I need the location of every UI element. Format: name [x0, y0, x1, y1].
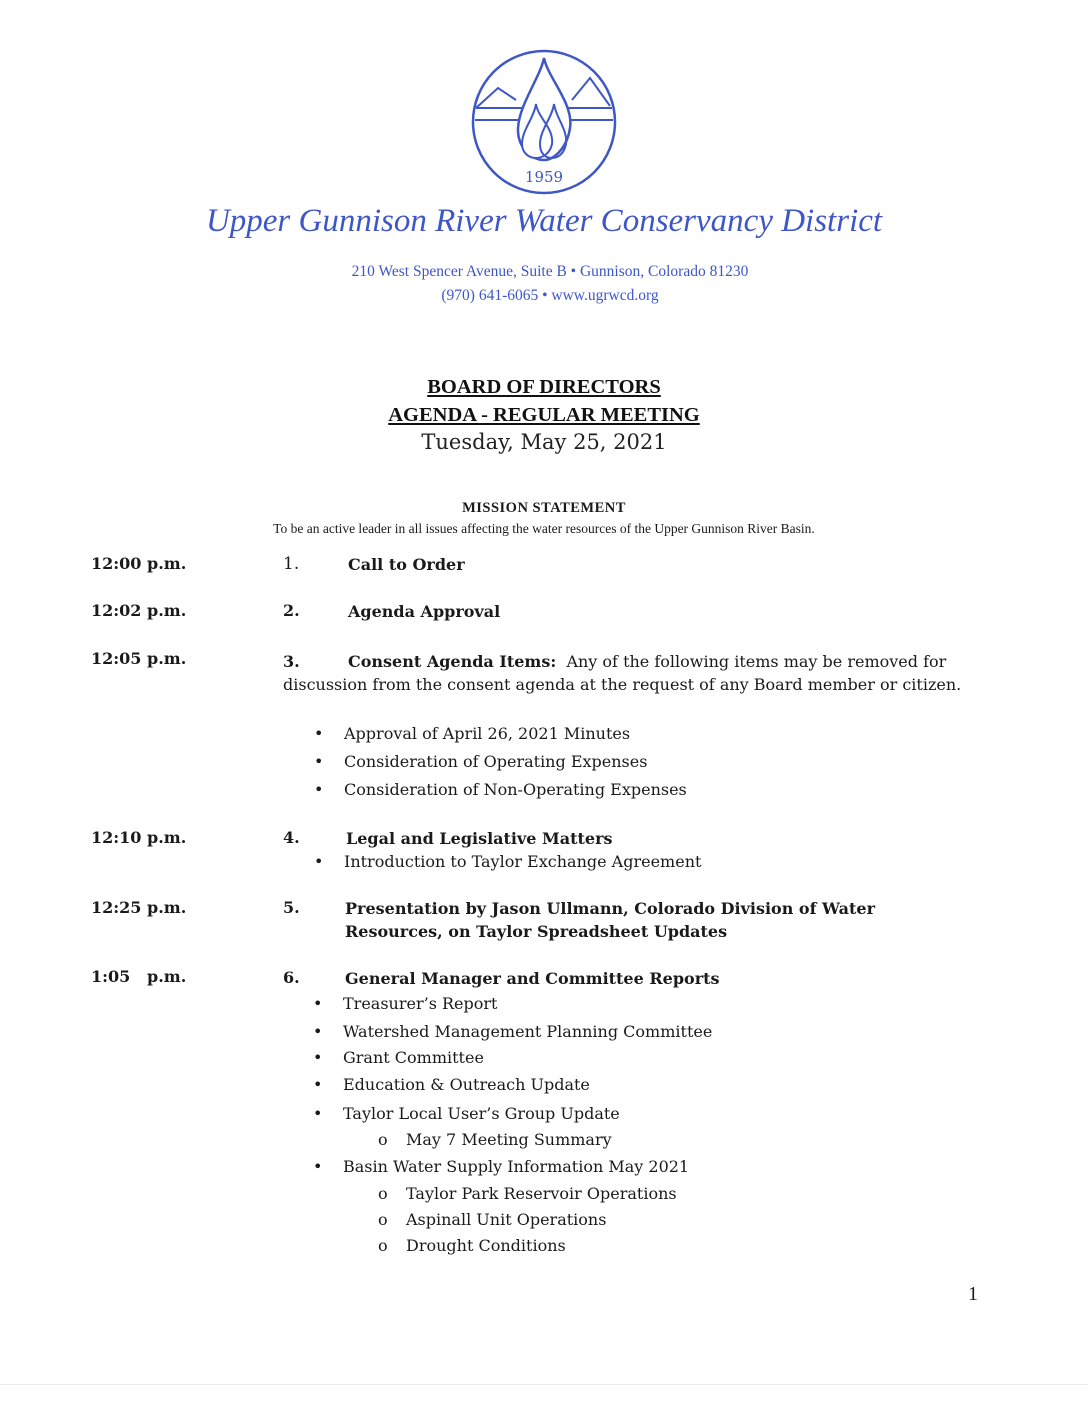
agenda-heading: AGENDA - REGULAR MEETING [388, 404, 700, 426]
district-logo [470, 48, 618, 196]
mission-heading: MISSION STATEMENT [462, 500, 626, 516]
address-line: 210 West Spencer Avenue, Suite B • Gunnison, Colorado 81230 [351, 263, 749, 280]
consent-description: Any of the following items may be removed for discussion from the consent agenda at the request of any Board member or citizen. [283, 652, 962, 694]
agenda-title: Call to Order [348, 555, 465, 574]
org-name: Upper Gunnison River Water Conservancy District [205, 203, 883, 239]
agenda-number: 2. [283, 601, 300, 620]
agenda-title: Agenda Approval [348, 602, 501, 621]
agenda-title: General Manager and Committee Reports [345, 969, 720, 988]
agenda-number: 1. [283, 554, 300, 574]
meeting-date: Tuesday, May 25, 2021 [421, 430, 667, 454]
list-item: • Watershed Management Planning Committee [313, 1022, 713, 1041]
page-edge [0, 1384, 1088, 1385]
list-item: • Education & Outreach Update [313, 1075, 590, 1094]
mission-text: To be an active leader in all issues affecting the water resources of the Upper Gunnison River Basin. [273, 521, 815, 536]
contact-line: (970) 641-6065 • www.ugrwcd.org [441, 287, 659, 304]
list-item: • Basin Water Supply Information May 2021 [313, 1157, 690, 1176]
logo-year: 1959 [524, 168, 564, 186]
agenda-number: 4. [283, 828, 300, 847]
consent-agenda-paragraph [283, 650, 1003, 696]
list-item: • Consideration of Non-Operating Expenses [314, 780, 687, 799]
agenda-title: Consent Agenda Items: [348, 652, 557, 671]
sub-list-item: o Taylor Park Reservoir Operations [378, 1184, 677, 1203]
agenda-title-continued: Resources, on Taylor Spreadsheet Updates [345, 922, 728, 941]
sub-list-item: o Aspinall Unit Operations [378, 1210, 607, 1229]
agenda-time: 1:05 p.m. [91, 967, 187, 986]
board-heading: BOARD OF DIRECTORS [427, 376, 661, 398]
list-item: • Approval of April 26, 2021 Minutes [314, 724, 631, 743]
agenda-time: 12:10 p.m. [91, 828, 187, 847]
list-item: • Treasurer’s Report [313, 994, 498, 1013]
agenda-number: 6. [283, 968, 300, 987]
agenda-title: Legal and Legislative Matters [346, 829, 613, 848]
agenda-time: 12:00 p.m. [91, 554, 187, 573]
list-item: • Grant Committee [313, 1048, 484, 1067]
list-item: • Introduction to Taylor Exchange Agreement [314, 852, 702, 871]
page-number: 1 [968, 1283, 978, 1305]
agenda-time: 12:02 p.m. [91, 601, 187, 620]
agenda-number: 5. [283, 898, 300, 917]
sub-list-item: o May 7 Meeting Summary [378, 1130, 612, 1149]
list-item: • Taylor Local User’s Group Update [313, 1104, 620, 1123]
sub-list-item: o Drought Conditions [378, 1236, 566, 1255]
agenda-time: 12:05 p.m. [91, 649, 187, 668]
agenda-number: 3. [283, 652, 300, 671]
agenda-time: 12:25 p.m. [91, 898, 187, 917]
agenda-title: Presentation by Jason Ullmann, Colorado Division of Water [345, 899, 875, 918]
list-item: • Consideration of Operating Expenses [314, 752, 648, 771]
